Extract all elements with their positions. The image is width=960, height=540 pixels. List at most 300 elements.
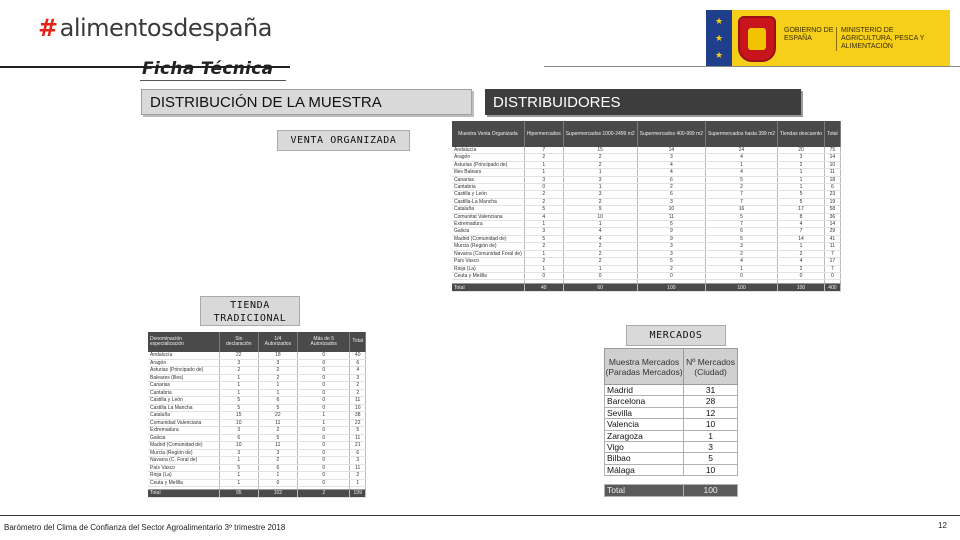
row-label: Galicia <box>148 434 219 442</box>
row-label: Ceuta y Melilla <box>148 479 219 487</box>
cell-value: 7 <box>825 265 841 272</box>
cell-value: 0 <box>637 272 705 279</box>
row-label: Málaga <box>605 464 684 475</box>
total-value: 400 <box>825 284 841 292</box>
cell-value: 0 <box>524 272 563 279</box>
table-row <box>452 198 840 205</box>
row-label: Comunidad Valenciana <box>148 419 219 427</box>
table-row <box>148 382 366 390</box>
table-row <box>148 464 366 472</box>
cell-value: 19 <box>825 198 841 205</box>
row-label: Comunitat Valenciana <box>452 213 524 220</box>
cell-value: 10 <box>350 404 366 412</box>
cell-value: 5 <box>258 404 297 412</box>
footer-rule <box>0 515 960 516</box>
cell-value: 5 <box>219 404 258 412</box>
cell-value: 1 <box>219 472 258 480</box>
row-label: Valencia <box>605 419 684 430</box>
cell-value: 9 <box>637 228 705 235</box>
column-header: Sin declaración <box>219 332 258 352</box>
cell-value: 12 <box>684 407 738 418</box>
table-row <box>452 250 840 257</box>
cell-value: 22 <box>350 419 366 427</box>
cell-value: 10 <box>219 419 258 427</box>
cell-value: 5 <box>637 221 705 228</box>
cell-value: 5 <box>219 397 258 405</box>
cell-value: 2 <box>563 198 637 205</box>
total-value: 60 <box>563 284 637 292</box>
row-label: Zaragoza <box>605 430 684 441</box>
cell-value: 2 <box>258 367 297 375</box>
total-row <box>605 485 738 496</box>
cell-value: 3 <box>637 154 705 161</box>
cell-value: 11 <box>637 213 705 220</box>
table-row <box>605 407 738 418</box>
table-row <box>148 442 366 450</box>
row-label: Murcia (Región de) <box>148 449 219 457</box>
cell-value: 40 <box>350 352 366 359</box>
cell-value: 4 <box>778 258 825 265</box>
cell-value: 6 <box>219 434 258 442</box>
row-label: Madrid (Comunidad de) <box>148 442 219 450</box>
cell-value: 10 <box>637 206 705 213</box>
cell-value: 5 <box>706 235 778 242</box>
cell-value: 1 <box>258 472 297 480</box>
cell-value: 10 <box>219 442 258 450</box>
row-label: Castilla La Mancha <box>148 404 219 412</box>
cell-value: 1 <box>219 389 258 397</box>
table-row <box>452 161 840 168</box>
cell-value: 3 <box>706 243 778 250</box>
cell-value: 2 <box>706 184 778 191</box>
cell-value: 7 <box>706 191 778 198</box>
cell-value: 0 <box>297 472 349 480</box>
tienda-tradicional-tag: TIENDA TRADICIONAL <box>200 296 300 326</box>
row-label: Vigo <box>605 442 684 453</box>
cell-value: 1 <box>778 169 825 176</box>
cell-value: 0 <box>297 389 349 397</box>
cell-value: 4 <box>524 213 563 220</box>
cell-value: 1 <box>524 221 563 228</box>
column-header: Hipermercados <box>524 121 563 147</box>
cell-value: 4 <box>563 235 637 242</box>
table-row <box>148 367 366 375</box>
cell-value: 2 <box>350 389 366 397</box>
row-label: Rioja (La) <box>148 472 219 480</box>
cell-value: 6 <box>706 228 778 235</box>
cell-value: 2 <box>563 243 637 250</box>
cell-value: 5 <box>258 434 297 442</box>
cell-value: 7 <box>706 221 778 228</box>
cell-value: 1 <box>219 457 258 465</box>
row-label: Andalucía <box>148 352 219 359</box>
ministerio-label: MINISTERIO DE AGRICULTURA, PESCA Y ALIMENTACIÓN <box>836 27 946 51</box>
mercados-table <box>604 348 738 497</box>
table-row <box>605 385 738 396</box>
cell-value: 6 <box>258 464 297 472</box>
column-header: 1/4 Autorizados <box>258 332 297 352</box>
table-row <box>452 147 840 154</box>
cell-value: 10 <box>825 161 841 168</box>
row-label: Ceuta y Melilla <box>452 272 524 279</box>
cell-value: 17 <box>825 258 841 265</box>
cell-value: 2 <box>778 161 825 168</box>
table-row <box>605 442 738 453</box>
cell-value: 1 <box>778 243 825 250</box>
cell-value: 0 <box>297 397 349 405</box>
cell-value: 1 <box>706 161 778 168</box>
row-label: Barcelona <box>605 396 684 407</box>
table-row <box>452 272 840 279</box>
logo-text: alimentosdespaña <box>59 14 272 42</box>
cell-value: 5 <box>219 464 258 472</box>
cell-value: 3 <box>258 449 297 457</box>
total-row <box>148 490 366 498</box>
row-label: Cantabria <box>452 184 524 191</box>
cell-value: 2 <box>350 382 366 390</box>
column-header: Tiendas descuento <box>778 121 825 147</box>
row-label: Canarias <box>148 382 219 390</box>
cell-value: 18 <box>258 352 297 359</box>
cell-value: 5 <box>524 235 563 242</box>
cell-value: 3 <box>778 154 825 161</box>
cell-value: 0 <box>563 272 637 279</box>
table-row <box>452 154 840 161</box>
row-label: Bilbao <box>605 453 684 464</box>
cell-value: 22 <box>219 352 258 359</box>
cell-value: 5 <box>778 191 825 198</box>
cell-value: 7 <box>524 147 563 154</box>
cell-value: 18 <box>825 176 841 183</box>
cell-value: 8 <box>778 213 825 220</box>
row-label: Andalucía <box>452 147 524 154</box>
table-row <box>148 397 366 405</box>
column-header: Supermercados 1000-2499 m2 <box>563 121 637 147</box>
cell-value: 2 <box>563 250 637 257</box>
column-header: Muestra Venta Organizada <box>452 121 524 147</box>
footer-text: Barómetro del Clima de Confianza del Sector Agroalimentario 3º trimestre 2018 <box>4 523 286 532</box>
cell-value: 0 <box>297 359 349 367</box>
cell-value: 28 <box>684 396 738 407</box>
total-value: 100 <box>637 284 705 292</box>
cell-value: 3 <box>219 427 258 435</box>
header-rule-right <box>544 66 960 67</box>
cell-value: 0 <box>524 184 563 191</box>
cell-value: 1 <box>219 382 258 390</box>
cell-value: 1 <box>524 265 563 272</box>
row-label: País Vasco <box>148 464 219 472</box>
cell-value: 1 <box>258 382 297 390</box>
cell-value: 3 <box>637 198 705 205</box>
table-row <box>452 235 840 242</box>
cell-value: 2 <box>563 258 637 265</box>
column-header: Denominación especialización <box>148 332 219 352</box>
column-header: Supermercados 400-999 m2 <box>637 121 705 147</box>
cell-value: 2 <box>524 243 563 250</box>
row-label: País Vasco <box>452 258 524 265</box>
table-row <box>148 412 366 420</box>
row-label: Murcia (Región de) <box>452 243 524 250</box>
cell-value: 2 <box>563 154 637 161</box>
table-row <box>148 374 366 382</box>
cell-value: 4 <box>563 228 637 235</box>
cell-value: 2 <box>350 472 366 480</box>
table-header-row <box>605 349 738 385</box>
table-header-row <box>148 332 366 352</box>
cell-value: 6 <box>350 449 366 457</box>
table-row <box>148 457 366 465</box>
row-label: Navarra (Comunidad Foral de) <box>452 250 524 257</box>
cell-value: 75 <box>825 147 841 154</box>
table-row <box>605 419 738 430</box>
row-label: Cantabria <box>148 389 219 397</box>
cell-value: 11 <box>825 243 841 250</box>
cell-value: 21 <box>350 442 366 450</box>
cell-value: 3 <box>637 243 705 250</box>
cell-value: 5 <box>637 258 705 265</box>
table-row <box>452 265 840 272</box>
cell-value: 6 <box>258 397 297 405</box>
table-row <box>605 396 738 407</box>
eu-flag-icon: ★ ★ ★ <box>706 10 732 66</box>
cell-value: 1 <box>297 412 349 420</box>
total-value: 100 <box>684 485 738 496</box>
cell-value: 3 <box>684 442 738 453</box>
row-label: Rioja (La) <box>452 265 524 272</box>
table-row <box>452 243 840 250</box>
row-label: Aragón <box>452 154 524 161</box>
table-row <box>452 206 840 213</box>
cell-value: 7 <box>778 228 825 235</box>
cell-value: 4 <box>350 367 366 375</box>
total-value: 2 <box>297 490 349 498</box>
cell-value: 20 <box>778 147 825 154</box>
total-value: 40 <box>524 284 563 292</box>
cell-value: 2 <box>258 427 297 435</box>
row-label: Cataluña <box>452 206 524 213</box>
cell-value: 0 <box>297 427 349 435</box>
row-label: Extremadura <box>148 427 219 435</box>
cell-value: 15 <box>563 147 637 154</box>
cell-value: 1 <box>706 265 778 272</box>
cell-value: 11 <box>258 419 297 427</box>
government-logo <box>706 10 950 66</box>
cell-value: 23 <box>825 191 841 198</box>
cell-value: 4 <box>706 258 778 265</box>
cell-value: 3 <box>258 359 297 367</box>
cell-value: 1 <box>778 184 825 191</box>
table-row <box>452 169 840 176</box>
row-label: Madrid (Comunidad de) <box>452 235 524 242</box>
cell-value: 4 <box>706 169 778 176</box>
table-row <box>148 352 366 359</box>
table-row <box>605 430 738 441</box>
cell-value: 36 <box>825 213 841 220</box>
total-label: Total <box>605 485 684 496</box>
table-row <box>452 184 840 191</box>
cell-value: 2 <box>258 457 297 465</box>
cell-value: 2 <box>524 198 563 205</box>
column-header: Nº Mercados (Ciudad) <box>684 349 738 385</box>
cell-value: 2 <box>706 250 778 257</box>
cell-value: 4 <box>778 221 825 228</box>
table-row <box>452 176 840 183</box>
cell-value: 10 <box>563 213 637 220</box>
page-number: 12 <box>938 521 947 530</box>
cell-value: 11 <box>350 434 366 442</box>
coat-of-arms-icon <box>738 16 776 62</box>
cell-value: 5 <box>350 427 366 435</box>
mercados-tag: MERCADOS <box>626 325 726 346</box>
cell-value: 3 <box>219 359 258 367</box>
cell-value: 2 <box>258 374 297 382</box>
cell-value: 0 <box>297 367 349 375</box>
total-value: 95 <box>219 490 258 498</box>
table-header-row <box>452 121 840 147</box>
cell-value: 6 <box>637 176 705 183</box>
cell-value: 11 <box>258 442 297 450</box>
cell-value: 1 <box>297 419 349 427</box>
cell-value: 11 <box>350 464 366 472</box>
cell-value: 4 <box>637 169 705 176</box>
cell-value: 0 <box>297 457 349 465</box>
cell-value: 0 <box>297 374 349 382</box>
cell-value: 2 <box>524 154 563 161</box>
row-label: Navarra (C. Foral de) <box>148 457 219 465</box>
cell-value: 29 <box>825 228 841 235</box>
cell-value: 16 <box>706 206 778 213</box>
row-label: Sevilla <box>605 407 684 418</box>
total-value: 100 <box>778 284 825 292</box>
cell-value: 7 <box>825 250 841 257</box>
cell-value: 24 <box>706 147 778 154</box>
cell-value: 38 <box>350 412 366 420</box>
table-row <box>148 472 366 480</box>
row-label: Asturias (Principado de) <box>148 367 219 375</box>
table-row <box>148 434 366 442</box>
cell-value: 9 <box>637 235 705 242</box>
cell-value: 7 <box>706 198 778 205</box>
table-row <box>148 479 366 487</box>
cell-value: 0 <box>297 382 349 390</box>
table-row <box>148 389 366 397</box>
cell-value: 6 <box>825 184 841 191</box>
cell-value: 0 <box>297 479 349 487</box>
cell-value: 0 <box>297 442 349 450</box>
row-label: Aragón <box>148 359 219 367</box>
cell-value: 1 <box>524 161 563 168</box>
cell-value: 2 <box>563 161 637 168</box>
cell-value: 5 <box>706 176 778 183</box>
cell-value: 5 <box>684 453 738 464</box>
cell-value: 22 <box>258 412 297 420</box>
cell-value: 1 <box>350 479 366 487</box>
cell-value: 2 <box>778 250 825 257</box>
cell-value: 0 <box>297 449 349 457</box>
row-label: Cataluña <box>148 412 219 420</box>
row-label: Canarias <box>452 176 524 183</box>
cell-value: 41 <box>825 235 841 242</box>
cell-value: 0 <box>297 352 349 359</box>
cell-value: 5 <box>706 213 778 220</box>
cell-value: 2 <box>524 258 563 265</box>
cell-value: 1 <box>684 430 738 441</box>
row-label: Baleares (Illes) <box>148 374 219 382</box>
cell-value: 3 <box>637 250 705 257</box>
row-label: Castilla y León <box>148 397 219 405</box>
cell-value: 1 <box>524 169 563 176</box>
cell-value: 0 <box>297 464 349 472</box>
cell-value: 1 <box>219 374 258 382</box>
gobierno-label: GOBIERNO DE ESPAÑA <box>784 27 834 42</box>
cell-value: 1 <box>258 389 297 397</box>
cell-value: 2 <box>637 184 705 191</box>
table-row <box>452 258 840 265</box>
column-header: Más de 5 Autorizados <box>297 332 349 352</box>
cell-value: 0 <box>706 272 778 279</box>
logo-hash: # <box>38 14 58 42</box>
cell-value: 1 <box>563 265 637 272</box>
cell-value: 15 <box>219 412 258 420</box>
cell-value: 5 <box>524 206 563 213</box>
venta-organizada-tag: VENTA ORGANIZADA <box>277 130 410 151</box>
cell-value: 11 <box>825 169 841 176</box>
cell-value: 14 <box>778 235 825 242</box>
row-label: Castilla y León <box>452 191 524 198</box>
cell-value: 4 <box>706 154 778 161</box>
cell-value: 6 <box>637 191 705 198</box>
cell-value: 3 <box>563 176 637 183</box>
cell-value: 1 <box>563 184 637 191</box>
cell-value: 1 <box>524 250 563 257</box>
row-label: Galicia <box>452 228 524 235</box>
cell-value: 5 <box>778 198 825 205</box>
table-row <box>148 449 366 457</box>
cell-value: 2 <box>219 367 258 375</box>
distributors-heading: DISTRIBUIDORES <box>485 89 801 115</box>
table-row <box>452 213 840 220</box>
table-row <box>605 453 738 464</box>
row-label: Madrid <box>605 385 684 396</box>
table-row <box>452 221 840 228</box>
cell-value: 1 <box>219 479 258 487</box>
table-row <box>605 464 738 475</box>
cell-value: 3 <box>524 228 563 235</box>
cell-value: 2 <box>778 265 825 272</box>
tienda-tradicional-table <box>148 332 366 498</box>
total-label: Total <box>148 490 219 498</box>
alimentos-de-espana-logo <box>38 14 272 42</box>
cell-value: 17 <box>778 206 825 213</box>
column-header: Total <box>825 121 841 147</box>
row-label: Extremadura <box>452 221 524 228</box>
cell-value: 1 <box>563 221 637 228</box>
cell-value: 0 <box>778 272 825 279</box>
cell-value: 2 <box>524 191 563 198</box>
cell-value: 0 <box>825 272 841 279</box>
cell-value: 14 <box>637 147 705 154</box>
cell-value: 3 <box>563 191 637 198</box>
cell-value: 10 <box>684 419 738 430</box>
spacer-row <box>605 476 738 485</box>
table-row <box>452 191 840 198</box>
cell-value: 4 <box>637 161 705 168</box>
total-label: Total <box>452 284 524 292</box>
cell-value: 0 <box>297 434 349 442</box>
cell-value: 1 <box>563 169 637 176</box>
cell-value: 2 <box>637 265 705 272</box>
row-label: Castilla-La Mancha <box>452 198 524 205</box>
